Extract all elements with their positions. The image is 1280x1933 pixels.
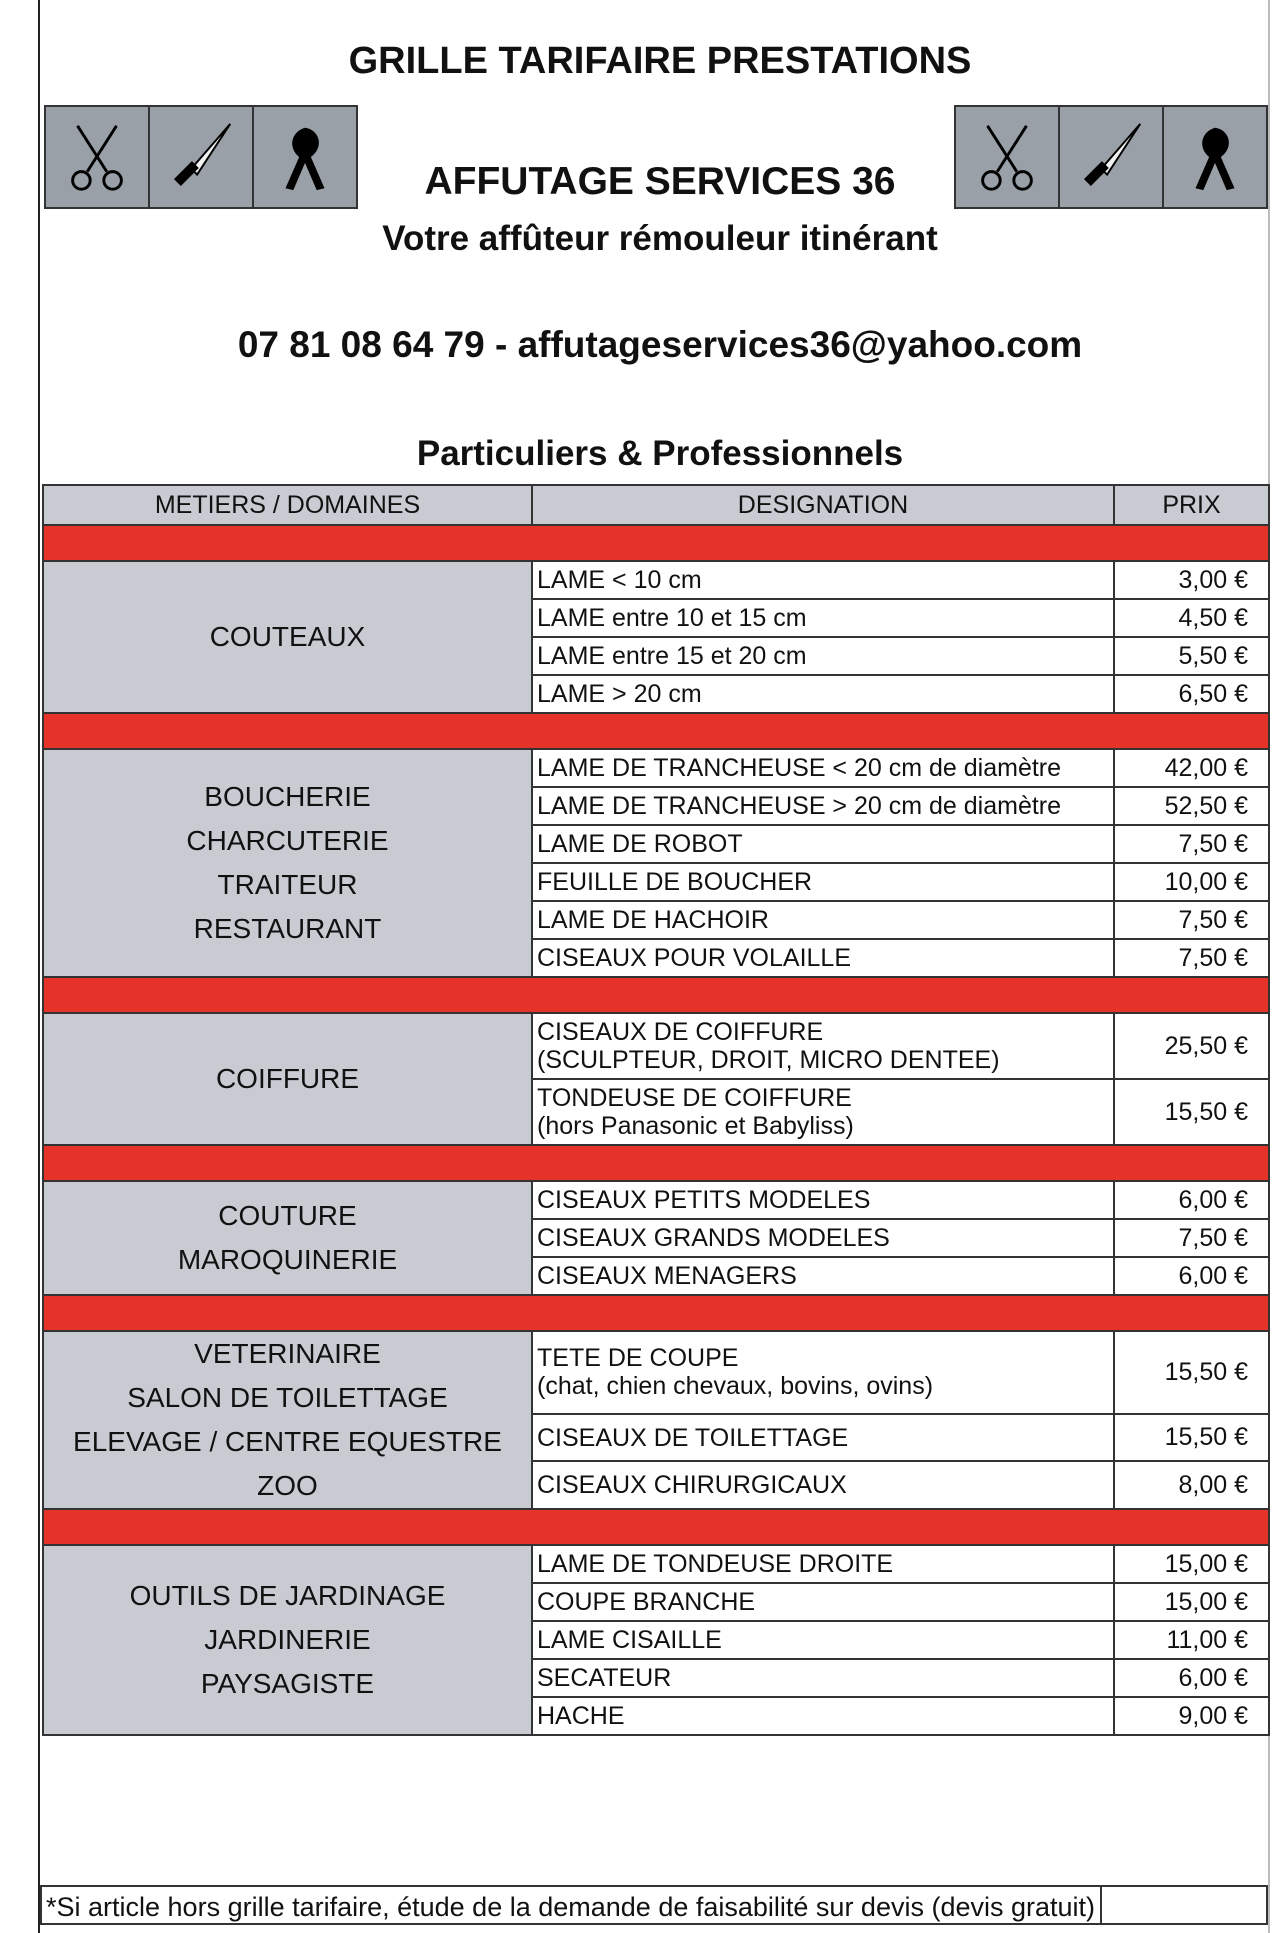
price-cell: 25,50 € [1114,1013,1269,1079]
red-band [43,525,1269,561]
company-name: AFFUTAGE SERVICES 36 [424,160,896,203]
audience-heading: Particuliers & Professionnels [416,434,904,473]
price-cell: 15,00 € [1114,1583,1269,1621]
contact-line: 07 81 08 64 79 - affutageservices36@yahoo.com [237,324,1083,365]
domain-cell [43,1331,532,1509]
price-cell: 7,50 € [1114,939,1269,977]
domain-label: BOUCHERIE [204,781,371,812]
designation-detail: (SCULPTEUR, DROIT, MICRO DENTEE) [537,1046,1000,1074]
section-separator [43,1145,1269,1181]
domain-cell [43,1013,532,1145]
designation-label: CISEAUX GRANDS MODELES [537,1224,890,1252]
designation-cell [532,1079,1114,1145]
designation-label: LAME CISAILLE [537,1626,722,1654]
designation-label: FEUILLE DE BOUCHER [537,868,813,896]
table-row [43,749,1269,787]
price-cell: 6,00 € [1114,1181,1269,1219]
column-header-designation: DESIGNATION [532,485,1114,525]
designation-cell [532,561,1114,599]
price-cell: 4,50 € [1114,599,1269,637]
designation-cell [532,1621,1114,1659]
designation-cell [532,1545,1114,1583]
table-row [43,1013,1269,1079]
designation-cell [532,1414,1114,1462]
price-cell: 42,00 € [1114,749,1269,787]
designation-cell [532,1219,1114,1257]
red-band [43,1295,1269,1331]
designation-label: LAME DE TRANCHEUSE < 20 cm de diamètre [537,754,1062,782]
price-cell: 9,00 € [1114,1697,1269,1735]
section-separator [43,525,1269,561]
domain-cell [43,1545,532,1735]
price-table-body [43,525,1269,1735]
domain-label: MAROQUINERIE [177,1244,398,1275]
table-row [43,561,1269,599]
domain-cell [43,749,532,977]
domain-label: OUTILS DE JARDINAGE [129,1580,446,1611]
domain-label: SALON DE TOILETTAGE [127,1382,448,1413]
domain-label: ZOO [257,1470,318,1501]
price-cell: 6,00 € [1114,1257,1269,1295]
price-cell: 8,00 € [1114,1461,1269,1509]
price-cell: 6,50 € [1114,675,1269,713]
designation-cell [532,901,1114,939]
price-cell: 15,50 € [1114,1331,1269,1414]
red-band [43,713,1269,749]
price-cell: 3,00 € [1114,561,1269,599]
domain-label: COUTURE [218,1200,357,1231]
designation-cell [532,1331,1114,1414]
price-cell: 5,50 € [1114,637,1269,675]
section-separator [43,977,1269,1013]
designation-label: LAME DE TONDEUSE DROITE [537,1550,894,1578]
designation-label: CISEAUX DE COIFFURE [537,1018,824,1046]
column-header-domain: METIERS / DOMAINES [43,485,532,525]
price-cell: 15,50 € [1114,1079,1269,1145]
red-band [43,1145,1269,1181]
footnote-cell [1102,1885,1268,1925]
price-cell: 11,00 € [1114,1621,1269,1659]
designation-label: COUPE BRANCHE [537,1588,756,1616]
designation-cell [532,1181,1114,1219]
section-separator [43,1509,1269,1545]
designation-cell [532,1461,1114,1509]
designation-cell [532,637,1114,675]
price-table [42,484,1270,1736]
designation-label: LAME < 10 cm [537,566,702,594]
designation-cell [532,1697,1114,1735]
price-cell: 6,00 € [1114,1659,1269,1697]
red-band [43,1509,1269,1545]
table-row [43,1331,1269,1414]
designation-cell [532,1659,1114,1697]
document-title: GRILLE TARIFAIRE PRESTATIONS [348,40,972,82]
designation-label: CISEAUX POUR VOLAILLE [537,944,852,972]
red-band [43,977,1269,1013]
designation-label: LAME DE HACHOIR [537,906,769,934]
price-cell: 15,00 € [1114,1545,1269,1583]
price-cell: 7,50 € [1114,1219,1269,1257]
designation-label: CISEAUX DE TOILETTAGE [537,1423,849,1452]
designation-label: HACHE [537,1702,625,1730]
designation-detail: (chat, chien chevaux, bovins, ovins) [537,1372,934,1401]
tagline: Votre affûteur rémouleur itinérant [382,219,938,258]
section-separator [43,713,1269,749]
designation-label: LAME entre 10 et 15 cm [537,604,807,632]
domain-label: TRAITEUR [217,869,358,900]
price-cell: 7,50 € [1114,901,1269,939]
designation-label: LAME entre 15 et 20 cm [537,642,807,670]
domain-label: JARDINERIE [204,1624,371,1655]
designation-label: LAME DE TRANCHEUSE > 20 cm de diamètre [537,792,1062,820]
domain-label: PAYSAGISTE [200,1668,375,1699]
designation-label: LAME > 20 cm [537,680,702,708]
page-border [38,0,40,1933]
domain-cell [43,1181,532,1295]
designation-label: CISEAUX CHIRURGICAUX [537,1471,847,1500]
designation-label: LAME DE ROBOT [537,830,743,858]
designation-cell [532,825,1114,863]
domain-label: CHARCUTERIE [186,825,389,856]
domain-label: RESTAURANT [193,913,382,944]
domain-label: COUTEAUX [209,621,366,652]
designation-cell [532,1583,1114,1621]
table-row [43,1545,1269,1583]
designation-label: TONDEUSE DE COIFFURE [537,1084,852,1112]
price-cell: 10,00 € [1114,863,1269,901]
designation-label: TETE DE COUPE [537,1344,739,1373]
domain-label: COIFFURE [215,1063,360,1094]
designation-cell [532,599,1114,637]
table-row [43,1181,1269,1219]
domain-label: ELEVAGE / CENTRE EQUESTRE [73,1426,502,1457]
designation-detail: (hors Panasonic et Babyliss) [537,1112,854,1140]
designation-label: CISEAUX PETITS MODELES [537,1186,871,1214]
column-header-price: PRIX [1114,485,1269,525]
designation-cell [532,787,1114,825]
footnote: *Si article hors grille tarifaire, étude de la demande de faisabilité sur devis (devis gratuit) [40,1885,1102,1925]
designation-cell [532,863,1114,901]
price-cell: 15,50 € [1114,1414,1269,1462]
section-separator [43,1295,1269,1331]
domain-label: VETERINAIRE [194,1338,381,1369]
designation-cell [532,749,1114,787]
designation-cell [532,939,1114,977]
designation-label: CISEAUX MENAGERS [537,1262,797,1290]
designation-cell [532,1013,1114,1079]
designation-cell [532,675,1114,713]
price-cell: 7,50 € [1114,825,1269,863]
designation-cell [532,1257,1114,1295]
designation-label: SECATEUR [537,1664,672,1692]
domain-cell [43,561,532,713]
price-cell: 52,50 € [1114,787,1269,825]
